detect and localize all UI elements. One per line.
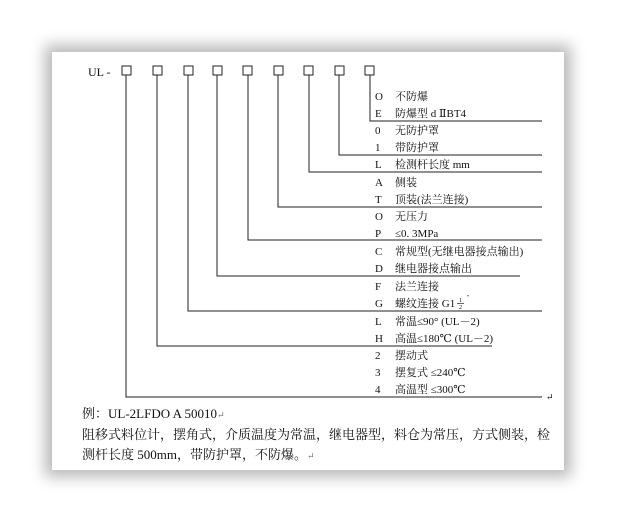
document-card [52, 52, 564, 470]
option-code: O [375, 91, 383, 103]
code-box-2 [153, 66, 162, 75]
code-box-7 [304, 66, 313, 75]
code-box-9 [365, 66, 374, 75]
example-description: 阻移式料位计，摆角式，介质温度为常温，继电器型，料仓为常压，方式侧装，检测杆长度 500mm，带防护罩，不防爆。↵ [82, 427, 551, 462]
option-code: L [375, 316, 382, 328]
option-text: ≤0. 3MPa [395, 228, 439, 240]
model-code-diagram [52, 52, 564, 402]
option-text: 摆复式 ≤240℃ [395, 367, 466, 379]
leader-line-rod-length [309, 75, 542, 172]
option-text: 高温型 ≤300℃ [395, 384, 466, 396]
thread-fraction [457, 295, 470, 311]
option-text: 检测杆长度 mm [395, 159, 470, 171]
return-mark: ↵ [306, 451, 315, 461]
option-text: 螺纹连接 G1 [395, 298, 456, 310]
inch-mark: " [467, 295, 470, 301]
option-code: H [375, 333, 383, 345]
option-text: 顶装(法兰连接) [395, 194, 469, 206]
model-prefix: UL - [88, 65, 111, 79]
option-code: E [375, 108, 382, 120]
option-code: 1 [375, 142, 381, 154]
option-code: D [375, 263, 383, 275]
option-code: L [375, 159, 382, 171]
option-code: 2 [375, 350, 381, 362]
option-code: C [375, 246, 383, 258]
option-code: G [375, 298, 383, 310]
option-text: 高温≤180℃ (UL－2) [395, 333, 494, 345]
code-box-6 [274, 66, 283, 75]
option-code: F [375, 281, 382, 293]
example-title: 例：UL-2LFDO A 50010↵ [82, 406, 225, 421]
return-mark: ↵ [217, 410, 225, 420]
code-box-8 [335, 66, 344, 75]
option-descriptions [395, 89, 524, 396]
option-text: 法兰连接 [395, 281, 439, 293]
fraction-numerator: 1 [459, 298, 462, 304]
option-code: 3 [375, 367, 381, 379]
option-text: 带防护罩 [395, 142, 439, 154]
option-code: T [375, 194, 382, 206]
option-text: 摆动式 [395, 350, 428, 362]
code-box-1 [122, 66, 131, 75]
option-code: P [375, 228, 382, 240]
example-section [82, 404, 557, 466]
option-text: 侧装 [395, 177, 417, 189]
option-text: 防爆型 d ⅡBT4 [395, 108, 467, 120]
option-text: 无防护罩 [395, 125, 439, 137]
code-box-4 [213, 66, 222, 75]
option-code: A [375, 177, 383, 189]
code-box-3 [184, 66, 193, 75]
return-mark: ↵ [546, 392, 554, 402]
option-codes [375, 91, 383, 396]
option-text: 继电器接点输出 [395, 263, 472, 275]
option-text: 不防爆 [395, 91, 428, 103]
option-code: O [375, 211, 383, 223]
option-code: 4 [375, 384, 381, 396]
option-text: 无压力 [395, 211, 428, 223]
option-code: 0 [375, 125, 381, 137]
fraction-denominator: 2 [459, 305, 462, 311]
option-text: 常规型(无继电器接点输出) [395, 246, 524, 258]
option-text: 常温≤90° (UL－2) [395, 316, 480, 328]
code-box-5 [243, 66, 252, 75]
